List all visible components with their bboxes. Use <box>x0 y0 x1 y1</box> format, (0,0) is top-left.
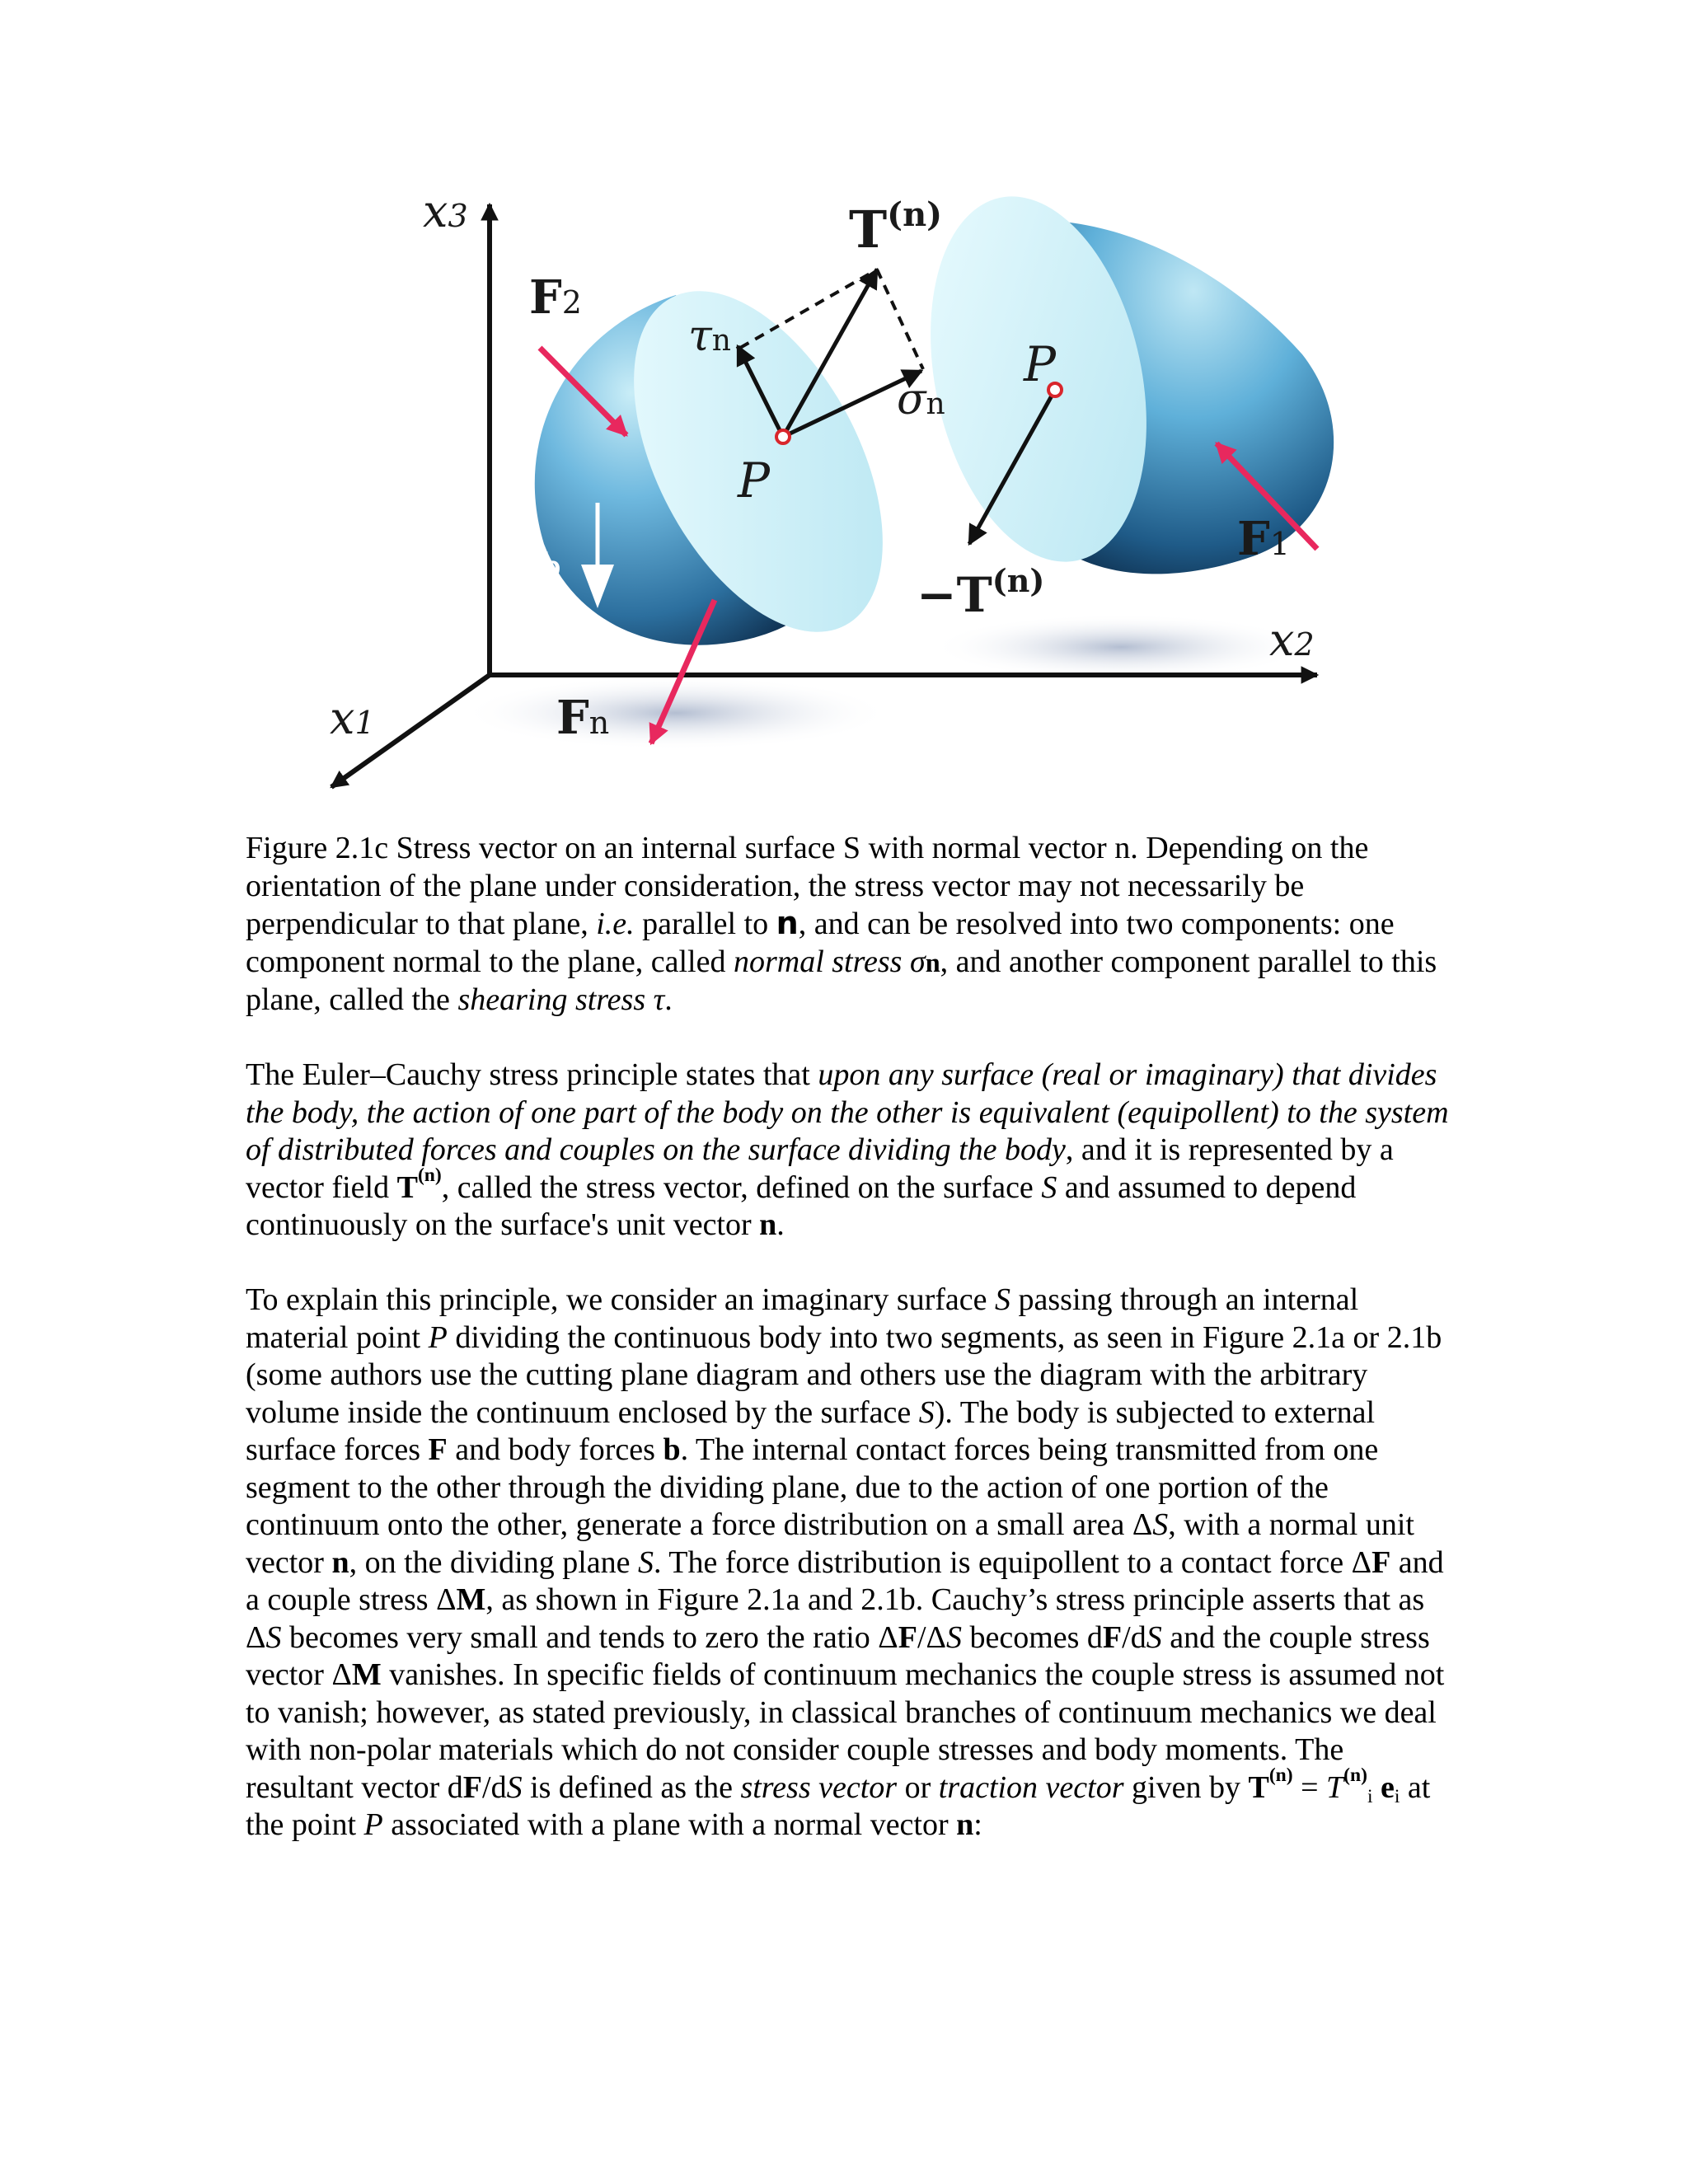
principle-explanation-paragraph <box>246 1282 1457 1844</box>
right-shadow <box>931 614 1311 680</box>
euler-cauchy-paragraph <box>246 1057 1457 1244</box>
f2-label: F2 <box>529 270 582 325</box>
paragraph-text: The Euler–Cauchy stress principle states that upon any surface (real or imaginary) that divides the body, the action of one part of the body on the other is equivalent (equipollent) to the system of distributed forces and couples on the surface dividing the body, and it is represented by a vector field $T^{(n)}$, called the stress vector, defined on the surface S and assumed to depend continuously on the surface's unit vector n. <box>246 1057 1449 1242</box>
neg-traction-label: $-T^{(n)}$ <box>917 562 1045 623</box>
dashed-right <box>877 269 923 369</box>
point-p-left-label: P <box>738 452 771 509</box>
caption-paragraph: Figure 2.1c Stress vector on an internal surface S with normal vector n. Depending on the orientation of the plane under consideration, the stress vector may not necessarily be perpendicular to that plane, i.e. parallel to n, and can be resolved into two components: one component normal to the plane, called normal stress σn, and another component parallel to this plane, called the shearing stress τ. <box>246 831 1437 1017</box>
tau-label: τn <box>688 312 731 361</box>
sigma-label: σn <box>897 375 945 424</box>
axis-x2-label: x2 <box>1269 614 1315 666</box>
figure-caption <box>246 830 1457 1019</box>
axis-x1-label: x1 <box>330 692 375 744</box>
traction-label: $T^{(n)}$ <box>849 195 943 260</box>
f1-label: F1 <box>1237 512 1290 566</box>
rho-b-label: ρb <box>513 546 562 592</box>
point-p-right-label: P <box>1024 336 1057 392</box>
axis-x3-label: x3 <box>423 190 468 237</box>
point-p-left-marker <box>776 430 790 443</box>
stress-vector-figure <box>313 190 1385 816</box>
paragraph-text: To explain this principle, we consider an imaginary surface S passing through an internal material point P dividing the continuous body into two segments, as seen in Figure 2.1a or 2.1b (some authors use the cutting plane diagram and others use the diagram with the arbitrary volume inside the continuum enclosed by the surface S). The body is subjected to external surface forces F and body forces b. The internal contact forces being transmitted from one segment to the other through the dividing plane, due to the action of one portion of the continuum onto the other, generate a force distribution on a small area ΔS, with a normal unit vector n, on the dividing plane S. The force distribution is equipollent to a contact force ΔF and a couple stress ΔM, as shown in Figure 2.1a and 2.1b. Cauchy’s stress principle asserts that as ΔS becomes very small and tends to zero the ratio ΔF/ΔS becomes dF/dS and the couple stress vector ΔM vanishes. In specific fields of continuum mechanics the couple stress is assumed not to vanish; however, as stated previously, in classical branches of continuum mechanics we deal with non-polar materials which do not consider couple stresses and body moments. The resultant vector dF/dS is defined as the stress vector or traction vector given by $T^{(n)} = T^{(n)}_i$ $e_i$ at the point P associated with a plane with a normal vector n: <box>246 1282 1445 1842</box>
fn-label: Fn <box>556 691 610 745</box>
